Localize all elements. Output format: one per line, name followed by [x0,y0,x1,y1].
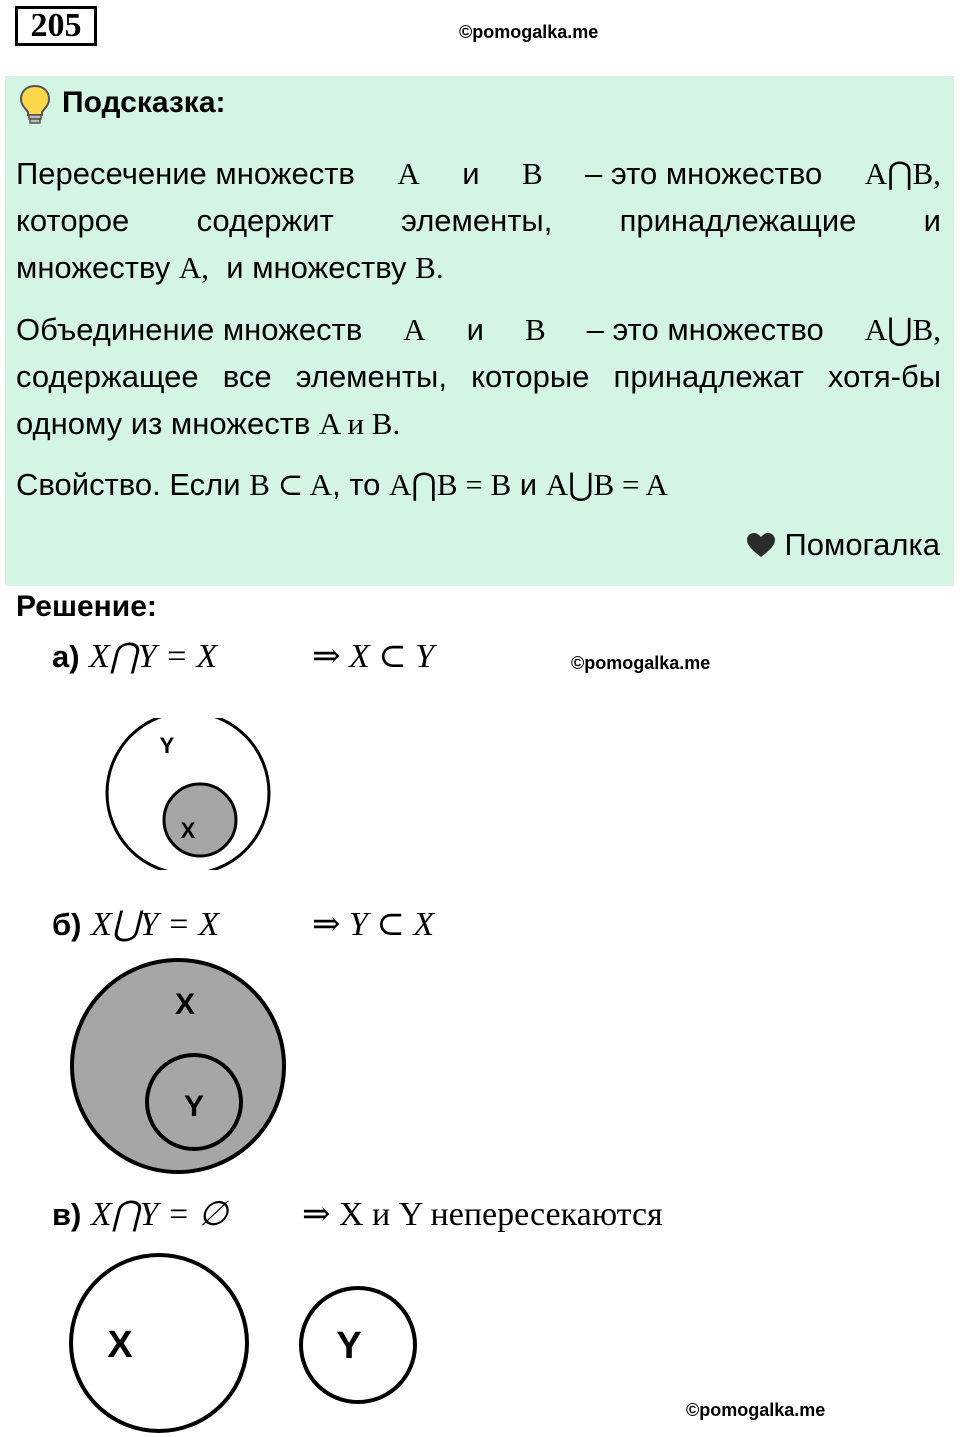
solution-title: Решение: [16,590,157,623]
item-a: а) X⋂Y = X [52,638,218,675]
hint-property: Свойство. Если B ⊂ A, то A⋂B = B и A⋃B = A [16,467,668,502]
problem-number: 205 [15,6,97,46]
set-x-label: X [180,818,196,843]
set-y-label: Y [336,1325,362,1367]
venn-diagram-a [100,718,276,870]
set-y-label: Y [159,733,175,758]
item-a-result: ⇒ X ⊂ Y [312,638,435,675]
set-y-label: Y [183,1090,205,1123]
lightbulb-icon [18,84,52,126]
set-x-circle [71,1255,247,1431]
item-b-result: ⇒ Y ⊂ X [312,906,435,943]
venn-diagram-b [66,956,292,1178]
set-x-circle [164,784,236,856]
brand-name: Помогалка [784,527,940,562]
hint-paragraph-intersection: Пересечение множеств A и B – это множество A⋂B, которое содержит элементы, принадлежащие и множеству A, и множеству B. [16,156,941,285]
watermark-top: ©pomogalka.me [459,22,599,42]
venn-diagram-c [66,1250,426,1436]
item-c: в) X⋂Y = ∅ [52,1196,228,1233]
item-c-result: ⇒ X и Y непересекаются [302,1196,663,1233]
set-x-label: X [174,988,196,1021]
set-x-label: X [107,1324,133,1366]
hint-title: Подсказка: [62,86,226,119]
hint-paragraph-union: Объединение множеств A и B – это множество A⋃B, содержащее все элементы, которые принадлежат хотя-бы одному из множеств A и B. [16,312,941,441]
watermark-middle: ©pomogalka.me [571,653,711,673]
heart-icon [746,532,776,558]
watermark-bottom: ©pomogalka.me [686,1400,826,1420]
item-b: б) X⋃Y = X [52,906,220,943]
brand-signature [746,527,940,563]
